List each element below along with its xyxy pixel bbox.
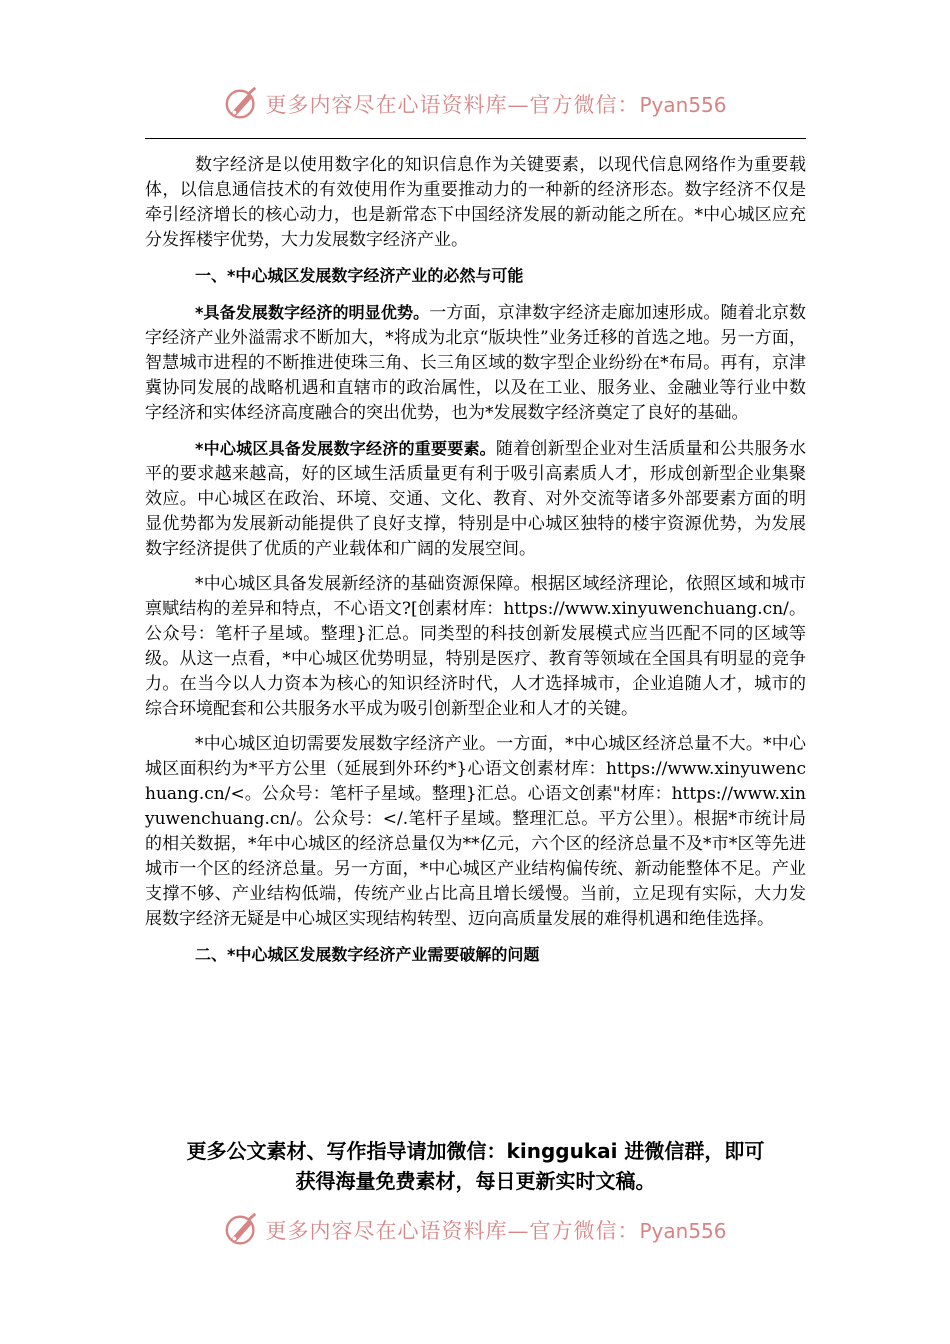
paragraph-1-lead: *具备发展数字经济的明显优势。 (195, 303, 430, 322)
pen-logo-icon (223, 85, 261, 123)
promo-line-1: 更多公文素材、写作指导请加微信：kinggukai 进微信群，即可 (186, 1139, 765, 1163)
paragraph-4: *中心城区迫切需要发展数字经济产业。一方面，*中心城区经济总量不大。*中心城区面积约为*平方公里（延展到外环约*}心语文创素材库：https://www.xinyuwenchuang.cn/<。公众号：笔杆子星域。整理}汇总。心语文创素"材库：https://www.xinyuwenchuang.cn/。公众号：</.笔杆子星域。整理汇总。平方公里）。根据*市统计局的相关数据，*年中心城区的经济总量仅为**亿元，六个区的经济总量不及*市*区等先进城市一个区的经济总量。另一方面，*中心城区产业结构偏传统、新动能整体不足。产业支撑不够、产业结构低端，传统产业占比高且增长缓慢。当前，立足现有实际，大力发展数字经济无疑是中心城区实现结构转型、迈向高质量发展的难得机遇和绝佳选择。 (145, 734, 806, 929)
section-heading-1: 一、*中心城区发展数字经济产业的必然与可能 (195, 266, 524, 285)
footer-banner (0, 1210, 950, 1250)
header-divider (145, 138, 806, 139)
paragraph-2 (145, 436, 806, 562)
banner-text: 更多内容尽在心语资料库—官方微信：Pyan556 (265, 93, 727, 117)
header-banner (0, 84, 950, 124)
paragraph-1 (145, 300, 806, 426)
section-heading-2: 二、*中心城区发展数字经济产业需要破解的问题 (195, 945, 540, 964)
intro-paragraph: 数字经济是以使用数字化的知识信息作为关键要素，以现代信息网络作为重要载体，以信息通信技术的有效使用作为重要推动力的一种新的经济形态。数字经济不仅是牵引经济增长的核心动力，也是新常态下中国经济发展的新动能之所在。*中心城区应充分发挥楼宇优势，大力发展数字经济产业。 (145, 155, 806, 250)
paragraph-3: *中心城区具备发展新经济的基础资源保障。根据区域经济理论，依照区域和城市禀赋结构的差异和特点，不心语文?[创素材库：https://www.xinyuwenchuang.cn/。公众号：笔杆子星域。整理}汇总。同类型的科技创新发展模式应当匹配不同的区域等级。从这一点看，*中心城区优势明显，特别是医疗、教育等领域在全国具有明显的竞争力。在当今以人力资本为核心的知识经济时代，人才选择城市，企业追随人才，城市的综合环境配套和公共服务水平成为吸引创新型企业和人才的关键。 (145, 574, 806, 719)
banner-text: 更多内容尽在心语资料库—官方微信：Pyan556 (265, 1219, 727, 1243)
promo-line-2: 获得海量免费素材，每日更新实时文稿。 (295, 1169, 656, 1193)
article-body (145, 153, 806, 979)
wechat-id: Pyan556 (639, 1219, 727, 1243)
wechat-id: Pyan556 (639, 93, 727, 117)
pen-logo-icon (223, 1211, 261, 1249)
promo-text (145, 1136, 806, 1196)
paragraph-1-body: 一方面，京津数字经济走廊加速形成。随着北京数字经济产业外溢需求不断加大，*将成为北京“版块性”业务迁移的首选之地。另一方面，智慧城市进程的不断推进使珠三角、长三角区域的数字型企业纷纷在*布局。再有，京津冀协同发展的战略机遇和直辖市的政治属性，以及在工业、服务业、金融业等行业中数字经济和实体经济高度融合的突出优势，也为*发展数字经济奠定了良好的基础。 (145, 303, 806, 423)
paragraph-2-body: 随着创新型企业对生活质量和公共服务水平的要求越来越高，好的区域生活质量更有利于吸引高素质人才，形成创新型企业集聚效应。中心城区在政治、环境、交通、文化、教育、对外交流等诸多外部要素方面的明显优势都为发展新动能提供了良好支撑，特别是中心城区独特的楼宇资源优势，为发展数字经济提供了优质的产业载体和广阔的发展空间。 (145, 439, 806, 559)
paragraph-2-lead: *中心城区具备发展数字经济的重要要素。 (195, 439, 496, 458)
